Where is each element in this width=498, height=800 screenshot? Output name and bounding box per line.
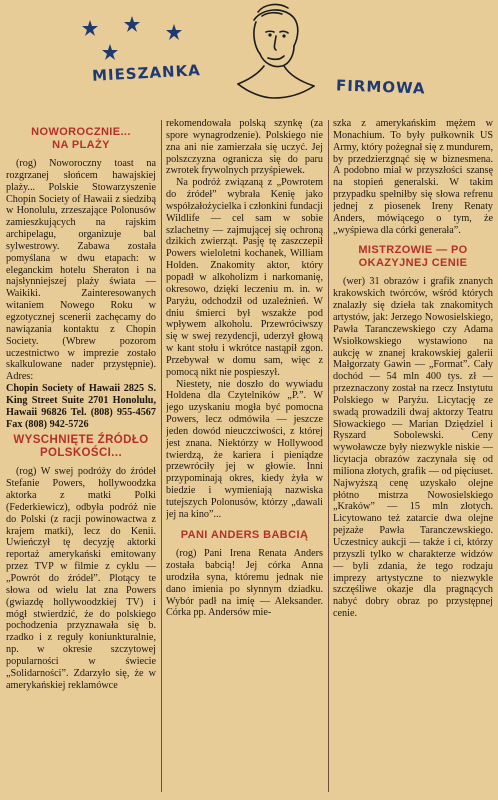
article-title-noworocznie: NOWOROCZNIE... NA PLAŻY <box>31 126 131 151</box>
article-body: Niestety, nie doszło do wywiadu Holdena dla Czytelników „P.”. W jego uzyskaniu mogła być pomocna Powers, lecz odmówiła — jeszcze jeden dowód nieuczciwości, z której jest znana. Niektórzy w Hollywood twierdzą, że kariera i pieniądze przewróciły jej w głowie. Inni przypominają okres, kiedy żyła w biedzie i wymieniają nazwiska tutejszych Polonusów, którzy „dawali jej na kino”... <box>166 378 323 520</box>
masthead-left-word: MIESZANKA <box>91 61 202 85</box>
column-2 <box>166 118 323 794</box>
column-1 <box>6 118 156 794</box>
article-body: (rog) Noworoczny toast na rozgrzanej słońcem hawajskiej plaży... Polskie Stowarzyszenie Chopin Society of Hawaii z siedzibą w Honolulu, zrzeszające Polonusów zamieszkujących na rajskim archipelagu, organizuje bal sylwestrowy. Zabawa została pomyślana w dwu etapach: w eleganckim hotelu Sheraton i na najsłynniejszej plaży świata — Waikiki. Zainteresowanych witaniem Nowego Roku w egzotycznej scenerii zachęcamy do nawiązania kontaktu z Chopin Society. (Wbrew pozorom uczestnictwo w imprezie zostało skalkulowane nader przystępnie). Adres: <box>6 158 156 383</box>
article-body: (rog) Pani Irena Renata Anders została babcią! Jej córka Anna urodziła syna, któremu jednak nie dano imienia po słynnym dziadku. Wybór padł na imię — Aleksander. Córka pp. Andersów mie- <box>166 548 323 619</box>
portrait-icon <box>218 2 326 114</box>
article-title-anders: PANI ANDERS BABCIĄ <box>180 528 309 541</box>
article-title-mistrzowie: MISTRZOWIE — PO OKAZYJNEJ CENIE <box>358 244 468 269</box>
column-rule <box>328 120 329 792</box>
article-title-wyschniete: WYSCHNIĘTE ŹRÓDŁO POLSKOŚCI... <box>13 434 149 459</box>
article-body: rekomendowała polską szynkę (za spore wynagrodzenie). Polskiego nie zna ani nie zamierzała się uczyć. Jej polszczyzna ogranicza się do paru zwrotek frywolnych przyśpiewek. <box>166 118 323 177</box>
masthead <box>0 0 498 118</box>
article-body: (rog) W swej podróży do źródeł Stefanie Powers, hollywoodzka aktorka z matki Polki (Federkiewicz), odbyła podróż nie do Polski (z racji powinowactwa z krajem matki), lecz do Kenii. Uwieńczył tę decyzję aktorki reportaż amerykański emitowany przez TVP w filmie z cyklu — „Powrót do źródeł”. Plotący te słowa od wielu lat zna Powers (gwiazdę hollywoodzkiej TV) i mógł stwierdzić, że do polskiego pochodzenia przyznawała się b. rzadko i z reguły koniunkturalnie, np. w okresie szczytowej popularności w świecie „Solidarności”. Zdarzyło się, że w amerykańskiej reklamówce <box>6 466 156 691</box>
column-3 <box>333 118 493 794</box>
masthead-right-word: FIRMOWA <box>335 76 426 98</box>
article-body: (wer) 31 obrazów i grafik znanych krakowskich twórców, wśród których znalazły się dzieła tak znakomitych artystów, jak: Jerzego Nowosielskiego, Pawła Taranczewskiego czy Adama Wsiołkowskiego wystawiono na aukcję w znanej krakowskiej galerii Małgorzaty Gawin — „Format”. Cały dochód — 54 mln 400 tys. zł — przeznaczony został na rzecz Instytutu Polskiego w Paryżu. Licytację ze swadą prowadzili dwaj aktorzy Teatru Słowackiego — Marian Dziędziel i Ryszard Sobolewski. Ceny wywoławcze były niezwykle niskie — licytacja obrazów zaczynała się od miliona złotych, grafik — od pięciuset. Najwyższą cenę uzyskało olejne płótno mistrza Nowosielskiego „Kraków” — 15 mln złotych. Licytowano też zatarcie dwa olejne pejzaże Pawła Taranczewskiego. Uczestnicy aukcji — także i ci, którzy przyszli tylko w charakterze widzów — byli zdania, że tego rodzaju imprezy artystyczne to niezwykle szczęśliwe okazje dla pragnących nabyć dobry obraz po przystępnej cenie. <box>333 276 493 620</box>
article-address: Chopin Society of Hawaii 2825 S. King Street Suite 2701 Honolulu, Hawaii 96826 Tel. (808) 955-4567 Fax (808) 942-5726 <box>6 383 156 430</box>
article-body: szka z amerykańskim mężem w Monachium. To były pułkownik US Army, który pożegnał się z mundurem, by przedzierzgnąć się w biznesmena. A podobno miał w przyszłości szansę na stopień generalski. W takim przypadku spełniłby się słowa refrenu jednej z piosenek Ireny Renaty Anders, mówiącego o tym, że „wyśpiewa dla córki generała”. <box>333 118 493 236</box>
article-body: Na podróż związaną z „Powrotem do źródeł” wybrała Kenię jako współzałożycielka i członkini fundacji Wildlife — cel sam w sobie szlachetny — zajmującej się ochroną dzikich zwierząt. Pasję tę zaszczepił Powers wieloletni kochanek, William Holden. Znakomity aktor, który popadł w alkoholizm i narkomanię, okresowo, dzięki leczeniu m. in. w Paryżu, odchodził od uzależnień. W dniu śmierci był wszakże pod wpływem alkoholu. Przewróciwszy się w swej rezydencji, uderzył głową w kant stołu i wkrótce nastąpił zgon. Przebywał w domu sam, więc z pomocą nikt nie pospieszył. <box>166 177 323 378</box>
column-rule <box>161 120 162 792</box>
